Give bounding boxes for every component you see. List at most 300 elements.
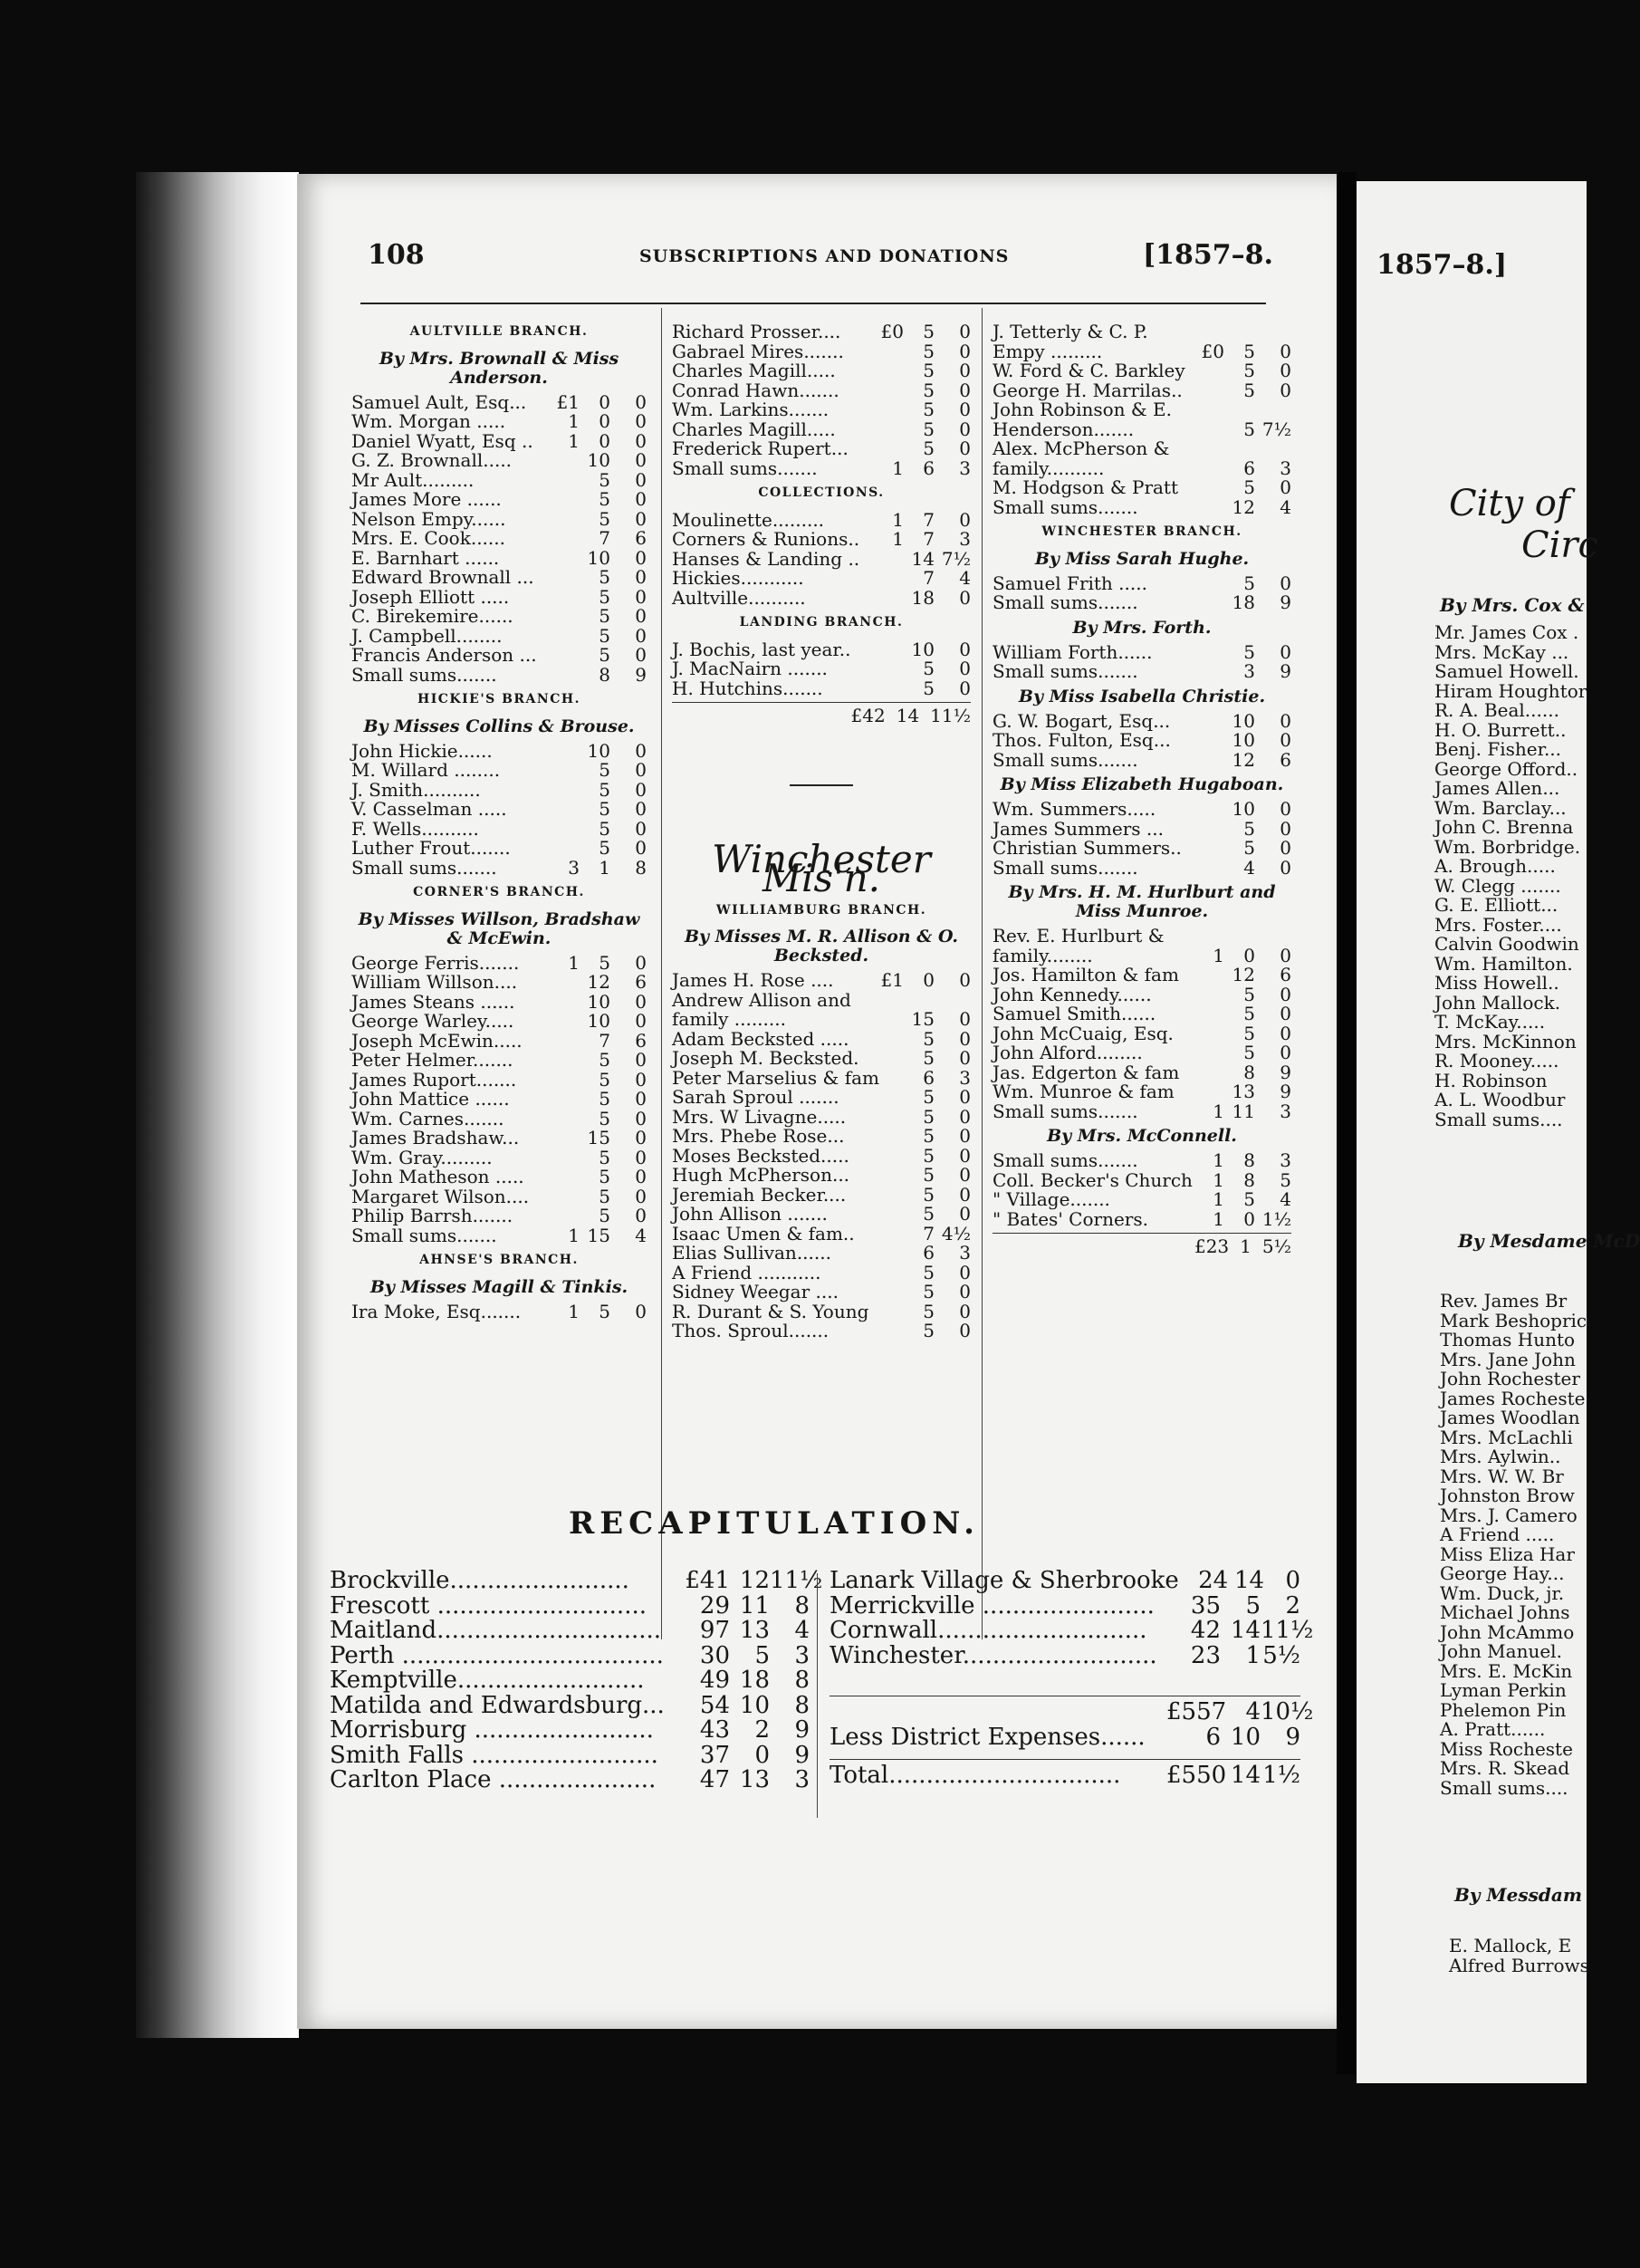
right-page-name: Mrs. E. McKin (1440, 1659, 1573, 1682)
pounds (556, 549, 580, 569)
subscriber-name: John Allison ....... (672, 1203, 828, 1225)
subscriber-name: family........ (993, 944, 1093, 966)
pence: 0 (1280, 837, 1291, 859)
left-page (297, 174, 1337, 2029)
subscription-row (351, 990, 647, 1013)
pounds: 23 (1190, 1641, 1221, 1669)
collector-line: By Miss Elizabeth Hugaboan. (1000, 774, 1284, 794)
shillings: 12 (1232, 495, 1255, 518)
subscription-row (351, 739, 647, 762)
subtotal (672, 702, 971, 726)
pence: 0 (1280, 640, 1291, 663)
pounds (880, 1088, 904, 1108)
subscriber-name: Francis Anderson ... (351, 644, 537, 666)
pence: 0 (1280, 856, 1291, 879)
subscriber-name: J. Smith.......... (351, 778, 481, 801)
pence: 3 (1280, 456, 1291, 479)
pence: 0 (1280, 983, 1291, 1005)
subscriber-name: Mrs. W Livagne..... (672, 1105, 847, 1128)
pounds (556, 800, 580, 820)
subscription-row (351, 1187, 647, 1207)
subscriber-name: John Matheson ..... (351, 1166, 524, 1187)
shillings: 5 (599, 605, 610, 627)
right-page-name: George Offord.. (1434, 757, 1578, 780)
shillings: 5 (599, 798, 610, 820)
shillings: 18 (1232, 591, 1255, 613)
recap-divider (817, 1573, 818, 1818)
subscription-row (351, 1302, 647, 1322)
subscriber-name: James Bradshaw... (351, 1127, 520, 1148)
subscription-row (993, 817, 1291, 840)
pounds: 1 (1213, 944, 1224, 966)
pounds (1201, 712, 1224, 732)
shillings: 11 (1232, 1100, 1255, 1122)
subscriber-name: Hanses & Landing .. (672, 547, 860, 570)
subscriber-name: Hickies........... (672, 567, 804, 589)
pence: 0 (1280, 1042, 1291, 1063)
recap-place: Matilda and Edwardsburg... (330, 1691, 665, 1719)
pounds (1201, 498, 1224, 518)
right-page-name: James Woodlan (1440, 1407, 1580, 1428)
subscriber-name: Christian Summers.. (993, 837, 1182, 859)
subscription-row (993, 731, 1291, 751)
pence: 0 (1280, 709, 1291, 732)
pounds (880, 550, 904, 570)
pounds (880, 1205, 904, 1225)
pounds (880, 342, 904, 362)
pounds (556, 471, 580, 491)
subscriber-name: Thos. Fulton, Esq... (993, 729, 1171, 751)
recap-place: Kemptville......................... (330, 1667, 645, 1694)
subscriber-name: Wm. Munroe & fam (993, 1081, 1175, 1102)
pounds (556, 973, 580, 993)
pence: 0 (635, 624, 647, 647)
right-page-name: Wm. Hamilton. (1434, 952, 1573, 975)
pence: 0 (635, 1205, 647, 1226)
recap-place: Brockville........................ (330, 1567, 629, 1594)
shillings: 15 (911, 1008, 935, 1030)
subscriber-name: Nelson Empy...... (351, 507, 506, 530)
pence: 9 (1280, 1081, 1291, 1102)
pounds: 6 (1205, 1723, 1221, 1751)
pounds: 49 (699, 1667, 730, 1694)
pence: 0 (959, 1164, 971, 1186)
pounds (556, 1168, 580, 1187)
right-page-name: A. Brough..... (1434, 855, 1556, 877)
pence: 0 (1280, 572, 1291, 594)
running-year: [1857–8. (1142, 239, 1273, 271)
subscriber-name: James Summers ... (993, 817, 1164, 840)
pence: 8 (794, 1591, 810, 1619)
subscriber-name: George Ferris....... (351, 951, 520, 974)
pence (935, 991, 971, 1011)
pounds (556, 1129, 580, 1148)
recap-place: Lanark Village & Sherbrooke (830, 1567, 1179, 1594)
pounds (1201, 800, 1224, 820)
collector-line: By Mrs. Forth. (1072, 617, 1212, 638)
right-page-name: Mrs. J. Camero (1440, 1504, 1578, 1526)
pounds (1201, 1004, 1224, 1024)
pounds (556, 529, 580, 549)
subscriber-name: James Steans ...... (351, 990, 515, 1013)
column-divider (982, 308, 983, 1639)
pence: 0 (959, 437, 971, 459)
collector-line: By Miss Isabella Christie. (1018, 686, 1266, 706)
shillings: 5 (923, 1281, 935, 1302)
subscriber-name: Peter Marselius & fam (672, 1066, 879, 1089)
shillings: 14 (1230, 1762, 1261, 1789)
right-page-name: Wm. Borbridge. (1434, 835, 1581, 858)
shillings: 2 (754, 1716, 770, 1744)
shillings: 7 (599, 527, 610, 549)
subscriber-name: Andrew Allison and (672, 988, 851, 1011)
pence: 0 (959, 1281, 971, 1302)
subscriber-name: John Robinson & E. (993, 399, 1173, 420)
subscription-row (993, 1190, 1291, 1210)
pence: 0 (635, 390, 647, 413)
subscriber-name: Mrs. Phebe Rose... (672, 1125, 845, 1147)
shillings: 0 (599, 429, 610, 452)
shillings: 5 (1243, 983, 1255, 1005)
subscriber-name: Isaac Umen & fam.. (672, 1222, 855, 1245)
right-page-name: A Friend ..... (1440, 1523, 1555, 1545)
pounds (556, 510, 580, 530)
pence: 5 (1280, 1168, 1291, 1191)
shillings: 5 (1245, 1591, 1261, 1619)
shillings: 5 (599, 759, 610, 781)
subscriber-name: E. Barnhart ...... (351, 546, 500, 569)
pence: 2 (1285, 1591, 1300, 1619)
shillings: 5 (1243, 476, 1255, 498)
pounds: 54 (699, 1691, 730, 1719)
subscriber-name: C. Birekemire...... (351, 605, 513, 627)
pence: 0 (635, 1068, 647, 1091)
subscription-row (672, 640, 971, 660)
subscriber-name: F. Wells.......... (351, 817, 479, 840)
pence: 0 (635, 1010, 647, 1032)
pence: 9 (1280, 1061, 1291, 1083)
pence: 3 (959, 1242, 971, 1264)
pounds (880, 1264, 904, 1283)
subscription-row (993, 839, 1291, 859)
shillings: 10 (1232, 729, 1255, 751)
recap-place: Winchester.......................... (830, 1641, 1157, 1669)
pounds (1201, 361, 1224, 381)
subscription-row (993, 748, 1291, 771)
shillings: 5 (599, 1107, 610, 1129)
pence: 0 (959, 1144, 971, 1167)
pounds (880, 400, 904, 420)
shillings: 13 (1232, 1081, 1255, 1102)
subscription-row (351, 1068, 647, 1091)
pounds (1201, 839, 1224, 859)
pounds: £23 (1194, 1235, 1230, 1257)
pounds (880, 1069, 904, 1089)
shillings: 5 (1243, 418, 1255, 440)
subscriber-name: Small sums....... (993, 856, 1138, 879)
branch-heading: WINCHESTER BRANCH. (1041, 524, 1242, 539)
pence: 9 (1285, 1723, 1300, 1751)
shillings: 10 (587, 1010, 610, 1032)
shillings: 10 (911, 638, 935, 660)
recap-place: Cornwall............................ (830, 1617, 1147, 1644)
section-divider (790, 784, 853, 786)
right-page-by-1: By Mrs. Cox & (1440, 594, 1585, 616)
subscription-row (351, 800, 647, 820)
pence: 0 (635, 817, 647, 840)
right-page-title-1: City of (1449, 483, 1570, 524)
shillings: 5 (1243, 1003, 1255, 1024)
recap-place: Morrisburg ........................ (330, 1716, 654, 1744)
shillings: 14 (1234, 1567, 1265, 1594)
subscription-row (672, 1066, 971, 1089)
collector-line: By Mrs. H. M. Hurlburt and Miss Munroe. (1008, 882, 1276, 921)
recap-place (830, 1700, 1166, 1725)
subscriber-name: William Forth...... (993, 640, 1153, 663)
pence: 0 (635, 778, 647, 801)
pounds (1201, 859, 1224, 879)
pence: 11½ (1261, 1617, 1314, 1644)
pounds: 1 (1213, 1100, 1224, 1122)
recap-row (830, 1641, 1300, 1669)
pounds (1201, 400, 1224, 420)
pence: 0 (635, 410, 647, 432)
subscription-row (351, 1029, 647, 1052)
subscription-row (351, 529, 647, 549)
shillings: 8 (1243, 1149, 1255, 1171)
recap-subtotal (830, 1696, 1314, 1725)
subscriber-name: J. MacNairn ....... (672, 658, 828, 679)
pence: 0 (635, 1300, 647, 1322)
subscriber-name: John Hickie...... (351, 739, 493, 762)
pounds (880, 1244, 904, 1264)
subscription-row (993, 456, 1291, 479)
shillings: 5 (1243, 360, 1255, 381)
recap-place: Less District Expenses...... (830, 1723, 1146, 1751)
pence: 0 (959, 969, 971, 991)
subscriber-name: Wm. Gray......... (351, 1146, 493, 1168)
shillings: 5 (923, 321, 935, 342)
subscriber-name: Small sums....... (993, 660, 1138, 682)
shillings: 4 (1243, 856, 1255, 879)
shillings: 7 (923, 508, 935, 531)
pence: 0 (1280, 729, 1291, 751)
column-2 (672, 322, 971, 1341)
pence: 0 (959, 360, 971, 381)
pence (1255, 439, 1291, 459)
shillings: 5 (923, 1300, 935, 1322)
pence: 4½ (941, 1222, 971, 1245)
pounds: 1 (568, 410, 580, 432)
subscription-row (993, 966, 1291, 985)
subscriber-name: Wm. Morgan ..... (351, 410, 506, 432)
pence: 0 (959, 638, 971, 660)
pence: 0 (635, 1088, 647, 1110)
recap-row (830, 1617, 1314, 1644)
pounds: 1 (1213, 1188, 1224, 1210)
shillings: 5 (599, 1300, 610, 1322)
right-page-name: Benj. Fisher... (1434, 738, 1562, 760)
shillings: 5 (599, 488, 610, 510)
shillings: 0 (1243, 1207, 1255, 1230)
shillings (904, 991, 935, 1011)
subscriber-name: Rev. E. Hurlburt & (993, 925, 1165, 947)
pence: 0 (1280, 1022, 1291, 1044)
shillings: 6 (923, 1066, 935, 1089)
pounds (556, 490, 580, 510)
subscriber-name: Aultville.......... (672, 586, 806, 609)
subscription-row (993, 1207, 1291, 1230)
pounds (880, 679, 904, 699)
right-page-name: R. Mooney..... (1434, 1050, 1559, 1072)
column-3 (993, 322, 1291, 1257)
pounds (556, 761, 580, 781)
page-header (368, 239, 1273, 279)
pence: 0 (635, 429, 647, 452)
subscriber-name: Charles Magill..... (672, 360, 836, 381)
subscription-row (993, 800, 1291, 820)
pounds (1201, 966, 1224, 985)
pence: 0 (635, 739, 647, 762)
subscription-row (672, 1127, 971, 1147)
pounds: 1 (892, 456, 904, 479)
branch-heading: LANDING BRANCH. (739, 615, 904, 629)
shillings: 5 (1243, 1042, 1255, 1063)
recap-row (330, 1641, 810, 1669)
subscriber-name: H. Hutchins....... (672, 677, 823, 699)
subscription-row (672, 547, 971, 570)
pence: 0 (959, 1183, 971, 1206)
shillings: 10 (587, 739, 610, 762)
shillings: 1 (599, 856, 610, 879)
pence: 0 (959, 1261, 971, 1283)
pence: 5½ (1262, 1641, 1300, 1669)
right-page-name: John Rochester (1440, 1368, 1580, 1389)
pence: 4 (794, 1617, 810, 1644)
subscriber-name: James More ...... (351, 488, 502, 510)
subscription-row (993, 593, 1291, 613)
shillings: 1 (1240, 1235, 1252, 1257)
shillings: 5 (599, 624, 610, 647)
branch-heading: AULTVILLE BRANCH. (409, 324, 589, 339)
subscriber-name: Charles Magill..... (672, 418, 836, 440)
pence: 0 (635, 1146, 647, 1168)
subscriber-name: Mr Ault......... (351, 468, 475, 491)
pence: 6 (635, 527, 647, 549)
pence (1255, 927, 1291, 947)
subscriber-name: family.......... (993, 456, 1105, 479)
subscription-row (993, 662, 1291, 682)
subscription-row (993, 495, 1291, 518)
subscription-row (351, 1012, 647, 1032)
subscription-row (351, 568, 647, 588)
shillings: 5 (599, 837, 610, 859)
pence: 3 (1280, 1149, 1291, 1171)
shillings: 4 (1245, 1698, 1261, 1725)
subscriber-name: George H. Marrilas.. (993, 379, 1183, 401)
pence: 0 (959, 677, 971, 699)
pounds (556, 820, 580, 840)
shillings: 5 (923, 1125, 935, 1147)
pounds (880, 1049, 904, 1069)
pounds (880, 569, 904, 589)
pounds (880, 1186, 904, 1206)
pounds (880, 1108, 904, 1128)
subscriber-name: G. Z. Brownall..... (351, 449, 513, 471)
recap-total (830, 1759, 1300, 1789)
subscriber-name: R. Durant & S. Young (672, 1300, 869, 1322)
subscription-row (351, 390, 647, 413)
shillings: 7 (599, 1029, 610, 1052)
pence: 0 (959, 508, 971, 531)
pounds (880, 1166, 904, 1186)
pence: 10½ (1261, 1698, 1314, 1725)
subscription-row (672, 322, 971, 342)
column-1 (351, 317, 647, 1321)
pence: 0 (959, 340, 971, 362)
pence: 0 (959, 1047, 971, 1069)
pounds (556, 1187, 580, 1207)
shillings: 0 (599, 410, 610, 432)
recap-place: Maitland.............................. (330, 1617, 662, 1644)
pence: 6 (1280, 748, 1291, 771)
right-page-name: Mr. James Cox . (1434, 621, 1579, 643)
pounds (556, 742, 580, 762)
subscription-row (351, 507, 647, 530)
shillings: 5 (599, 1146, 610, 1168)
right-page-name: Lyman Perkin (1440, 1679, 1567, 1701)
subscription-row (672, 1261, 971, 1283)
subscriber-name: Jeremiah Becker.... (672, 1183, 847, 1206)
subscriber-name: Moses Becksted..... (672, 1144, 849, 1167)
subscription-row (351, 1148, 647, 1168)
shillings: 12 (587, 971, 610, 993)
subscriber-name: family ......... (672, 1008, 786, 1030)
pence: 0 (959, 1105, 971, 1128)
right-page-name: Miss Eliza Har (1440, 1542, 1575, 1565)
subscription-row (351, 1051, 647, 1071)
mission-title: Winchester Mis'n. (712, 836, 931, 900)
pence: 1½ (1262, 1762, 1300, 1789)
pence: 0 (959, 1203, 971, 1225)
subscriber-name: Edward Brownall ... (351, 566, 534, 588)
subscription-row (351, 817, 647, 840)
pounds (880, 659, 904, 679)
shillings: 13 (739, 1766, 770, 1793)
pence: 0 (635, 837, 647, 859)
subscription-row (672, 530, 971, 550)
pounds (1201, 927, 1224, 947)
subscription-row (993, 1043, 1291, 1063)
branch-heading: WILLIAMBURG BRANCH. (715, 902, 927, 918)
right-page-name: Samuel Howell. (1434, 660, 1579, 682)
right-page-names-3 (1449, 1936, 1589, 1975)
subscription-row (351, 1090, 647, 1110)
pence (1255, 400, 1291, 420)
shillings: 5 (599, 1185, 610, 1207)
pounds (880, 1127, 904, 1147)
collector-line: By Misses Magill & Tinkis. (369, 1276, 628, 1297)
shillings: 5 (599, 585, 610, 608)
pounds (1201, 820, 1224, 840)
shillings: 5 (923, 360, 935, 381)
right-page-name: Mrs. McLachli (1440, 1426, 1573, 1448)
subscriber-name: W. Ford & C. Barkley (993, 360, 1185, 381)
pence: 8 (635, 856, 647, 879)
shillings: 10 (1230, 1723, 1261, 1751)
right-page-names-1 (1434, 623, 1587, 1129)
shillings: 5 (923, 1105, 935, 1128)
